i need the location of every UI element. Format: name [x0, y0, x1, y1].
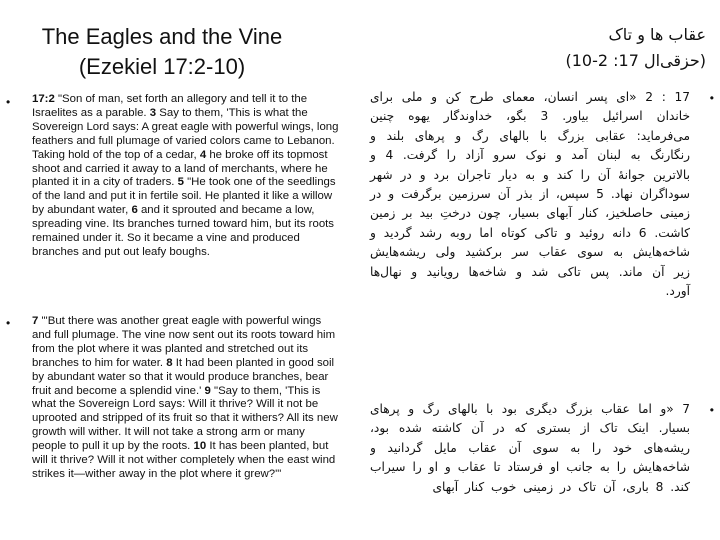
- verse-text: "Son of man, set forth an allegory and tell it to the Israelites as a parable.: [32, 93, 308, 119]
- bullet-marker: •: [709, 403, 714, 417]
- verse-number: 17:2: [32, 93, 55, 105]
- english-paragraph-2: [32, 315, 342, 482]
- bullet-marker: •: [709, 91, 714, 105]
- verse-number: 9: [204, 384, 211, 397]
- bullet-marker: •: [6, 316, 11, 330]
- persian-title-line-2: (حزقی‌ال 17: 2-10): [565, 51, 706, 70]
- english-title-line-2: (Ezekiel 17:2-10): [78, 54, 246, 79]
- english-title-line-1: The Eagles and the Vine: [41, 24, 283, 49]
- verse-text: "'But there was another great eagle with powerful wings and full plumage. The vine now sent out its roots toward him from the plot where it was planted and stretched out its branches to him for water.: [32, 315, 336, 369]
- verse-number: 7: [32, 315, 39, 327]
- verse-number: 5: [177, 176, 184, 189]
- english-title: [12, 22, 312, 82]
- persian-paragraph-2: 7 «و اما عقاب بزرگ دیگری بود با بالهای رگ و پرهای بسیار. اینک تاک از بستری که در آن کاشته شده بود، ریشه‌های خود را به سوی آن عقاب مایل گردانید و شاخه‌هایش را به جانب او فرستاد تا عقاب و او را سیراب کند. 8 باری، آن تاک در زمینی خوب کنار آبهای: [370, 402, 690, 494]
- bullet-marker: •: [6, 95, 11, 109]
- verse-number: 4: [199, 148, 207, 161]
- persian-title: [426, 22, 706, 74]
- verse-text: he broke off its topmost shoot and carried it away to a land of merchants, where he planted it in a city of traders.: [32, 148, 328, 189]
- verse-text: It has been planted, but will it thrive? Will it not wither completely when the east wind strikes it—wither away in the plot where it grew?'": [32, 440, 336, 480]
- persian-paragraph-1: 17 : 2 «ای پسر انسان، معمای طرح کن و ملی برای خاندان اسرائیل بیاور. 3 بگو، خداوندگار یهوه چنین می‌فرماید: عقابی بزرگ با بالهای رگ و پرهای بلند و رنگارنگ به لبنان آمد و نوک سرو آزاد را گرفت. 4 و بالاترین جوانهٔ آن را کند و به دیار تاجران برد و در شهر سوداگران نهاد. 5 سپس، از بذر آن سرزمین برگرفت و در زمینی حاصلخیز، کنار آبهای بسیار، چون درختِ بید بر زمین کاشت. 6 دانه روئید و تاکی کوتاه اما روبه رشد گردید و شاخه‌هایش به سوی عقاب سر برکشید ولی ریشه‌هایش زیر آن ماند. پس تاکی شد و شاخه‌ها رویانید و نهال‌ها آورد.: [370, 90, 691, 299]
- verse-number: 8: [166, 356, 173, 369]
- verse-text: "He took one of the seedlings of the land and put it in fertile soil. He planted it like a willow by abundant water,: [32, 176, 336, 217]
- verse-text: Say to them, 'This is what the Sovereign Lord says: A great eagle with powerful wings, long feathers and full plumage of varied colors came to Lebanon. Taking hold of the top of a cedar,: [32, 106, 339, 161]
- verse-text: and it sprouted and became a low, spreading vine. Its branches turned toward him, but its roots remained under it. So it became a vine and produced branches and put out leafy boughs.: [32, 204, 335, 258]
- verse-number: 6: [131, 204, 138, 217]
- verse-text: It had been planted in good soil by abundant water so that it would produce branches, bear fruit and become a splendid vine.': [32, 356, 335, 397]
- english-paragraph-1: [32, 93, 342, 260]
- verse-number: 10: [193, 440, 207, 453]
- verse-number: 3: [149, 106, 157, 119]
- persian-column: [360, 0, 720, 540]
- persian-title-line-1: عقاب ها و تاک: [608, 25, 706, 44]
- verse-text: "Say to them, 'This is what the Sovereign Lord says: Will it thrive? Will it not be uprooted and stripped of its fruit so that it withers? All its new growth will wither. It will not take a strong arm or many people to pull it up by the roots.: [32, 384, 338, 453]
